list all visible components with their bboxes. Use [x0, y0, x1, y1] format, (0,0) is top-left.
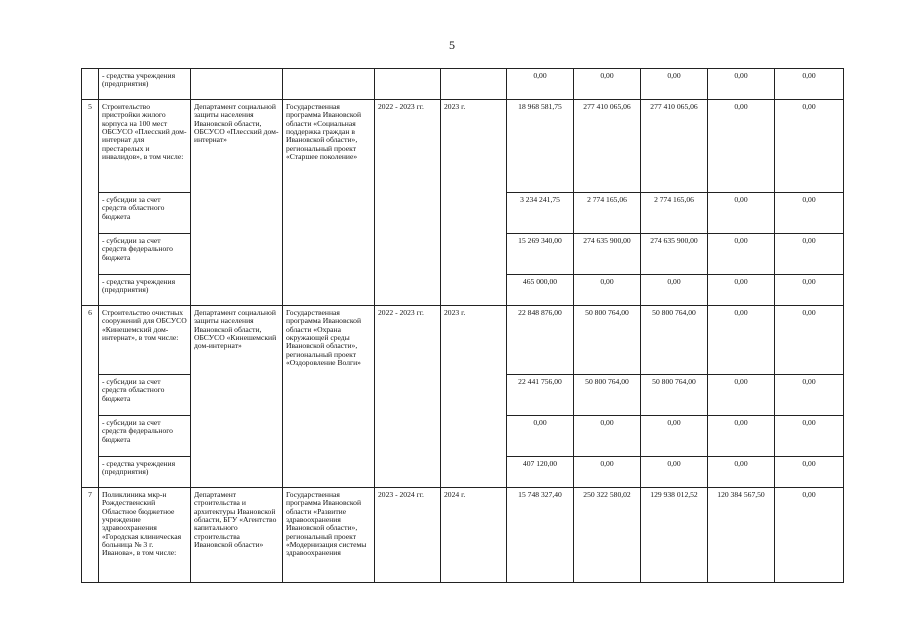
amount-cell: 0,00	[775, 100, 844, 193]
object-name-cell: - субсидии за счет средств федерального бюджета	[99, 416, 191, 457]
amount-cell: 0,00	[775, 234, 844, 275]
amount-cell: 0,00	[708, 193, 775, 234]
amount-cell: 50 800 764,00	[574, 306, 641, 375]
table-row	[82, 100, 844, 193]
organization-cell	[191, 69, 283, 100]
amount-cell: 0,00	[574, 69, 641, 100]
year-cell: 2023 г.	[441, 100, 507, 306]
amount-cell: 0,00	[775, 306, 844, 375]
period-cell	[375, 69, 441, 100]
program-cell	[283, 69, 375, 100]
index-cell	[82, 69, 99, 100]
amount-cell: 0,00	[641, 457, 708, 488]
amount-cell: 0,00	[507, 69, 574, 100]
object-name-cell: Строительство очистных сооружений для ОБСУСО «Кинешемский дом-интернат», в том числе:	[99, 306, 191, 375]
object-name-cell: - субсидии за счет средств областного бюджета	[99, 193, 191, 234]
object-name-cell: Поликлиника мкр-н Рождественский Областное бюджетное учреждение здравоохранения «Городская клиническая больница № 3 г. Иванова», в том числе:	[99, 488, 191, 583]
period-cell: 2023 - 2024 гг.	[375, 488, 441, 583]
program-cell: Государственная программа Ивановской области «Развитие здравоохранения Ивановской области», региональный проект «Модернизация системы здравоохранения	[283, 488, 375, 583]
table-row	[82, 488, 844, 583]
amount-cell: 50 800 764,00	[574, 375, 641, 416]
amount-cell: 0,00	[574, 457, 641, 488]
amount-cell: 50 800 764,00	[641, 306, 708, 375]
amount-cell: 0,00	[708, 100, 775, 193]
organization-cell: Департамент социальной защиты населения Ивановской области, ОБСУСО «Плесский дом-интернат»	[191, 100, 283, 306]
amount-cell: 0,00	[708, 375, 775, 416]
object-name-cell: - субсидии за счет средств областного бюджета	[99, 375, 191, 416]
program-cell: Государственная программа Ивановской области «Социальная поддержка граждан в Ивановской области», региональный проект «Старшее поколение»	[283, 100, 375, 306]
amount-cell: 274 635 900,00	[574, 234, 641, 275]
object-name-cell: - субсидии за счет средств федерального бюджета	[99, 234, 191, 275]
amount-cell: 18 968 581,75	[507, 100, 574, 193]
amount-cell: 0,00	[775, 193, 844, 234]
amount-cell: 0,00	[775, 416, 844, 457]
amount-cell: 277 410 065,06	[574, 100, 641, 193]
amount-cell: 0,00	[708, 416, 775, 457]
index-cell: 6	[82, 306, 99, 488]
amount-cell: 250 322 580,02	[574, 488, 641, 583]
program-cell: Государственная программа Ивановской области «Охрана окружающей среды Ивановской области», региональный проект «Оздоровление Волги»	[283, 306, 375, 488]
object-name-cell: - средства учреждения (предприятия)	[99, 275, 191, 306]
table-row	[82, 306, 844, 375]
amount-cell: 0,00	[708, 457, 775, 488]
amount-cell: 407 120,00	[507, 457, 574, 488]
period-cell: 2022 - 2023 гг.	[375, 306, 441, 488]
amount-cell: 0,00	[708, 234, 775, 275]
index-cell: 5	[82, 100, 99, 306]
table-row	[82, 69, 844, 100]
amount-cell: 0,00	[775, 69, 844, 100]
amount-cell: 22 848 876,00	[507, 306, 574, 375]
amount-cell: 274 635 900,00	[641, 234, 708, 275]
amount-cell: 0,00	[775, 457, 844, 488]
amount-cell: 0,00	[574, 275, 641, 306]
amount-cell: 0,00	[641, 416, 708, 457]
amount-cell: 129 938 012,52	[641, 488, 708, 583]
amount-cell: 120 384 567,50	[708, 488, 775, 583]
amount-cell: 0,00	[708, 306, 775, 375]
amount-cell: 0,00	[574, 416, 641, 457]
amount-cell: 22 441 756,00	[507, 375, 574, 416]
year-cell: 2024 г.	[441, 488, 507, 583]
amount-cell: 0,00	[507, 416, 574, 457]
page-number: 5	[449, 38, 455, 52]
amount-cell: 0,00	[775, 275, 844, 306]
amount-cell: 277 410 065,06	[641, 100, 708, 193]
year-cell: 2023 г.	[441, 306, 507, 488]
amount-cell: 0,00	[775, 488, 844, 583]
investment-table	[81, 68, 844, 583]
amount-cell: 0,00	[708, 69, 775, 100]
index-cell: 7	[82, 488, 99, 583]
amount-cell: 15 748 327,40	[507, 488, 574, 583]
amount-cell: 0,00	[775, 375, 844, 416]
amount-cell: 15 269 340,00	[507, 234, 574, 275]
organization-cell: Департамент строительства и архитектуры Ивановской области, БГУ «Агентство капитального строительства Ивановской области»	[191, 488, 283, 583]
period-cell: 2022 - 2023 гг.	[375, 100, 441, 306]
amount-cell: 465 000,00	[507, 275, 574, 306]
object-name-cell: - средства учреждения (предприятия)	[99, 457, 191, 488]
year-cell	[441, 69, 507, 100]
amount-cell: 2 774 165,06	[574, 193, 641, 234]
amount-cell: 0,00	[641, 69, 708, 100]
amount-cell: 0,00	[641, 275, 708, 306]
organization-cell: Департамент социальной защиты населения Ивановской области, ОБСУСО «Кинешемский дом-интернат»	[191, 306, 283, 488]
amount-cell: 0,00	[708, 275, 775, 306]
object-name-cell: Строительство пристройки жилого корпуса на 100 мест ОБСУСО «Плесский дом-интернат для престарелых и инвалидов», в том числе:	[99, 100, 191, 193]
amount-cell: 50 800 764,00	[641, 375, 708, 416]
object-name-cell: - средства учреждения (предприятия)	[99, 69, 191, 100]
amount-cell: 3 234 241,75	[507, 193, 574, 234]
amount-cell: 2 774 165,06	[641, 193, 708, 234]
